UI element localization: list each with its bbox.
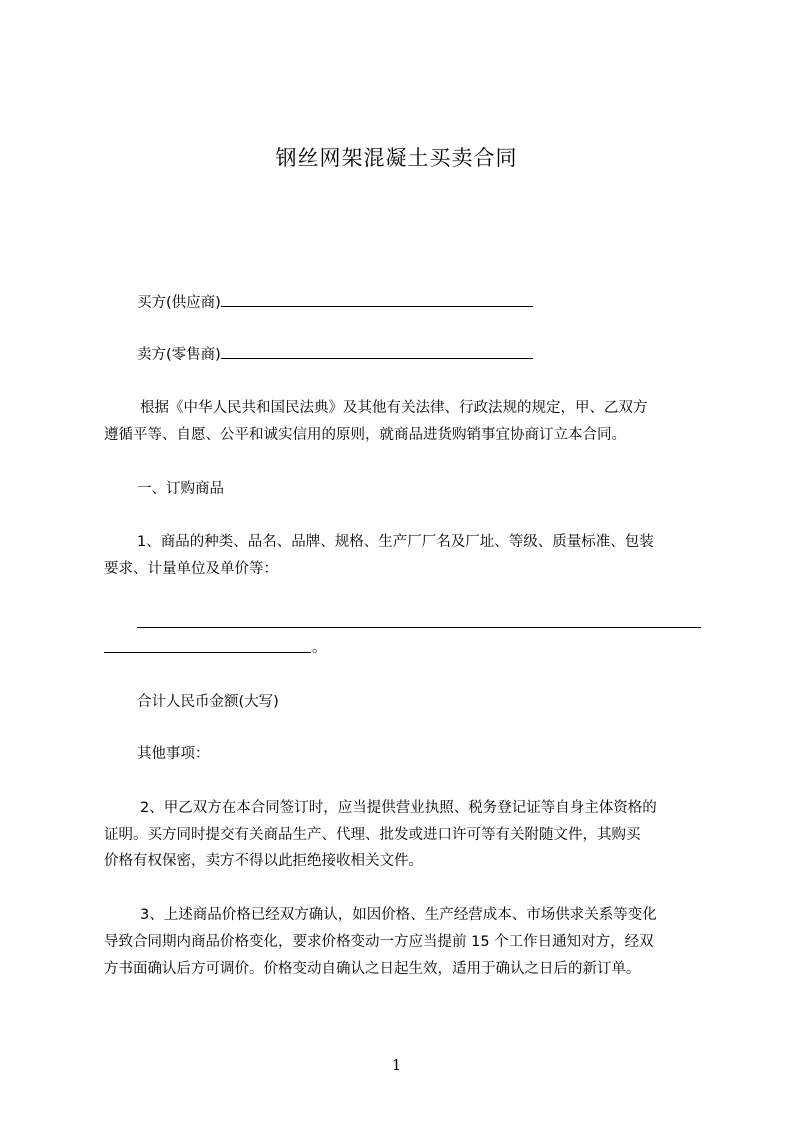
item2-line-1: 2、甲乙双方在本合同签订时，应当提供营业执照、税务登记证等自身主体资格的 <box>140 800 657 816</box>
buyer-blank <box>221 292 533 307</box>
buyer-line <box>137 292 533 313</box>
item3-line-1: 3、上述商品价格已经双方确认，如因价格、生产经营成本、市场供求关系等变化 <box>140 907 657 923</box>
item1-line-2: 要求、计量单位及单价等： <box>104 561 278 577</box>
buyer-label: 买方(供应商) <box>137 295 221 311</box>
item2-line-2: 证明。买方同时提交有关商品生产、代理、批发或进口许可等有关附随文件，其购买 <box>104 827 641 843</box>
seller-label: 卖方(零售商) <box>137 347 221 363</box>
intro-line-1: 根据《中华人民共和国民法典》及其他有关法律、行政法规的规定，甲、乙双方 <box>140 400 648 416</box>
item2-line-3: 价格有权保密，卖方不得以此拒绝接收相关文件。 <box>104 853 423 869</box>
fill-blank-line-1 <box>137 627 701 628</box>
item3-line-2: 导致合同期内商品价格变化，要求价格变动一方应当提前 15 个工作日通知对方，经双 <box>104 934 654 950</box>
other-matters-label: 其他事项： <box>137 746 210 762</box>
section-heading: 一、订购商品 <box>137 481 224 497</box>
seller-line <box>137 344 533 365</box>
contract-title: 钢丝网架混凝土买卖合同 <box>275 146 518 170</box>
seller-blank <box>221 344 533 359</box>
total-amount-label: 合计人民币金额(大写) <box>137 694 279 710</box>
fill-blank-line-2 <box>104 652 311 653</box>
item1-line-1: 1、商品的种类、品名、品牌、规格、生产厂厂名及厂址、等级、质量标准、包装 <box>137 534 654 550</box>
page-number: 1 <box>391 1056 402 1074</box>
fill-blank-period: 。 <box>312 640 327 656</box>
intro-line-2: 遵循平等、自愿、公平和诚实信用的原则，就商品进货购销事宜协商订立本合同。 <box>104 427 626 443</box>
item3-line-3: 方书面确认后方可调价。价格变动自确认之日起生效，适用于确认之日后的新订单。 <box>104 961 641 977</box>
